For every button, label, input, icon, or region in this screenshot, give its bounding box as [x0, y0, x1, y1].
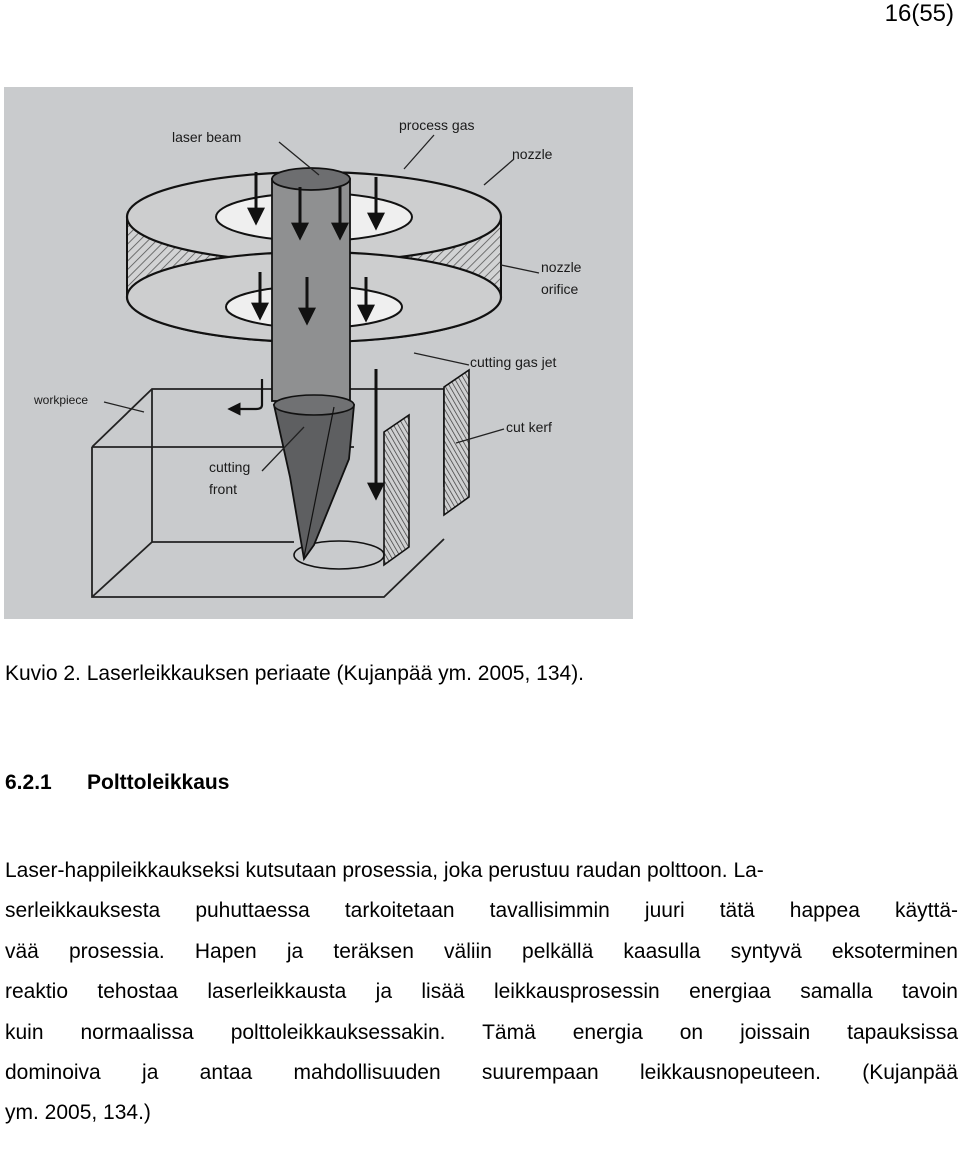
exhaust-arrow	[230, 379, 262, 409]
paragraph-line: vää prosessia. Hapen ja teräksen väliin pelkällä kaasulla syntyvä eksoterminen	[5, 939, 958, 963]
label-laser-beam: laser beam	[172, 129, 242, 145]
label-cut-kerf: cut kerf	[506, 419, 552, 435]
paragraph-line: reaktio tehostaa laserleikkausta ja lisää leikkausprosessin energiaa samalla tavoin	[5, 980, 958, 1004]
section-title: Polttoleikkaus	[87, 771, 230, 794]
section-heading	[5, 769, 229, 797]
label-nozzle: nozzle	[512, 146, 553, 162]
label-cutting-gas-jet: cutting gas jet	[470, 354, 557, 370]
laser-cutting-diagram	[4, 87, 633, 619]
paragraph-line: kuin normaalissa polttoleikkauksessakin. Tämä energia on joissain tapauksissa	[5, 1020, 958, 1044]
paragraph-line: ym. 2005, 134.)	[5, 1101, 151, 1125]
label-cutting-front-1: cutting	[209, 459, 251, 475]
label-cutting-front-2: front	[209, 481, 238, 497]
label-process-gas: process gas	[399, 117, 475, 133]
paragraph-line: serleikkauksesta puhuttaessa tarkoitetaan tavallisimmin juuri tätä happea käyttä-	[5, 899, 958, 923]
section-number: 6.2.1	[5, 771, 52, 794]
laser-beam	[272, 168, 354, 559]
label-nozzle-orifice-1: nozzle	[541, 259, 582, 275]
page-number: 16(55)	[884, 0, 954, 27]
label-nozzle-orifice-2: orifice	[541, 281, 579, 297]
figure-caption: Kuvio 2. Laserleikkauksen periaate (Kujanpää ym. 2005, 134).	[5, 662, 585, 685]
body-paragraph	[5, 851, 958, 1134]
paragraph-line: Laser-happileikkaukseksi kutsutaan prosessia, joka perustuu raudan polttoon. La-	[5, 859, 764, 882]
paragraph-line: dominoiva ja antaa mahdollisuuden suurempaan leikkausnopeuteen. (Kujanpää	[5, 1061, 958, 1085]
label-workpiece: workpiece	[34, 393, 89, 407]
